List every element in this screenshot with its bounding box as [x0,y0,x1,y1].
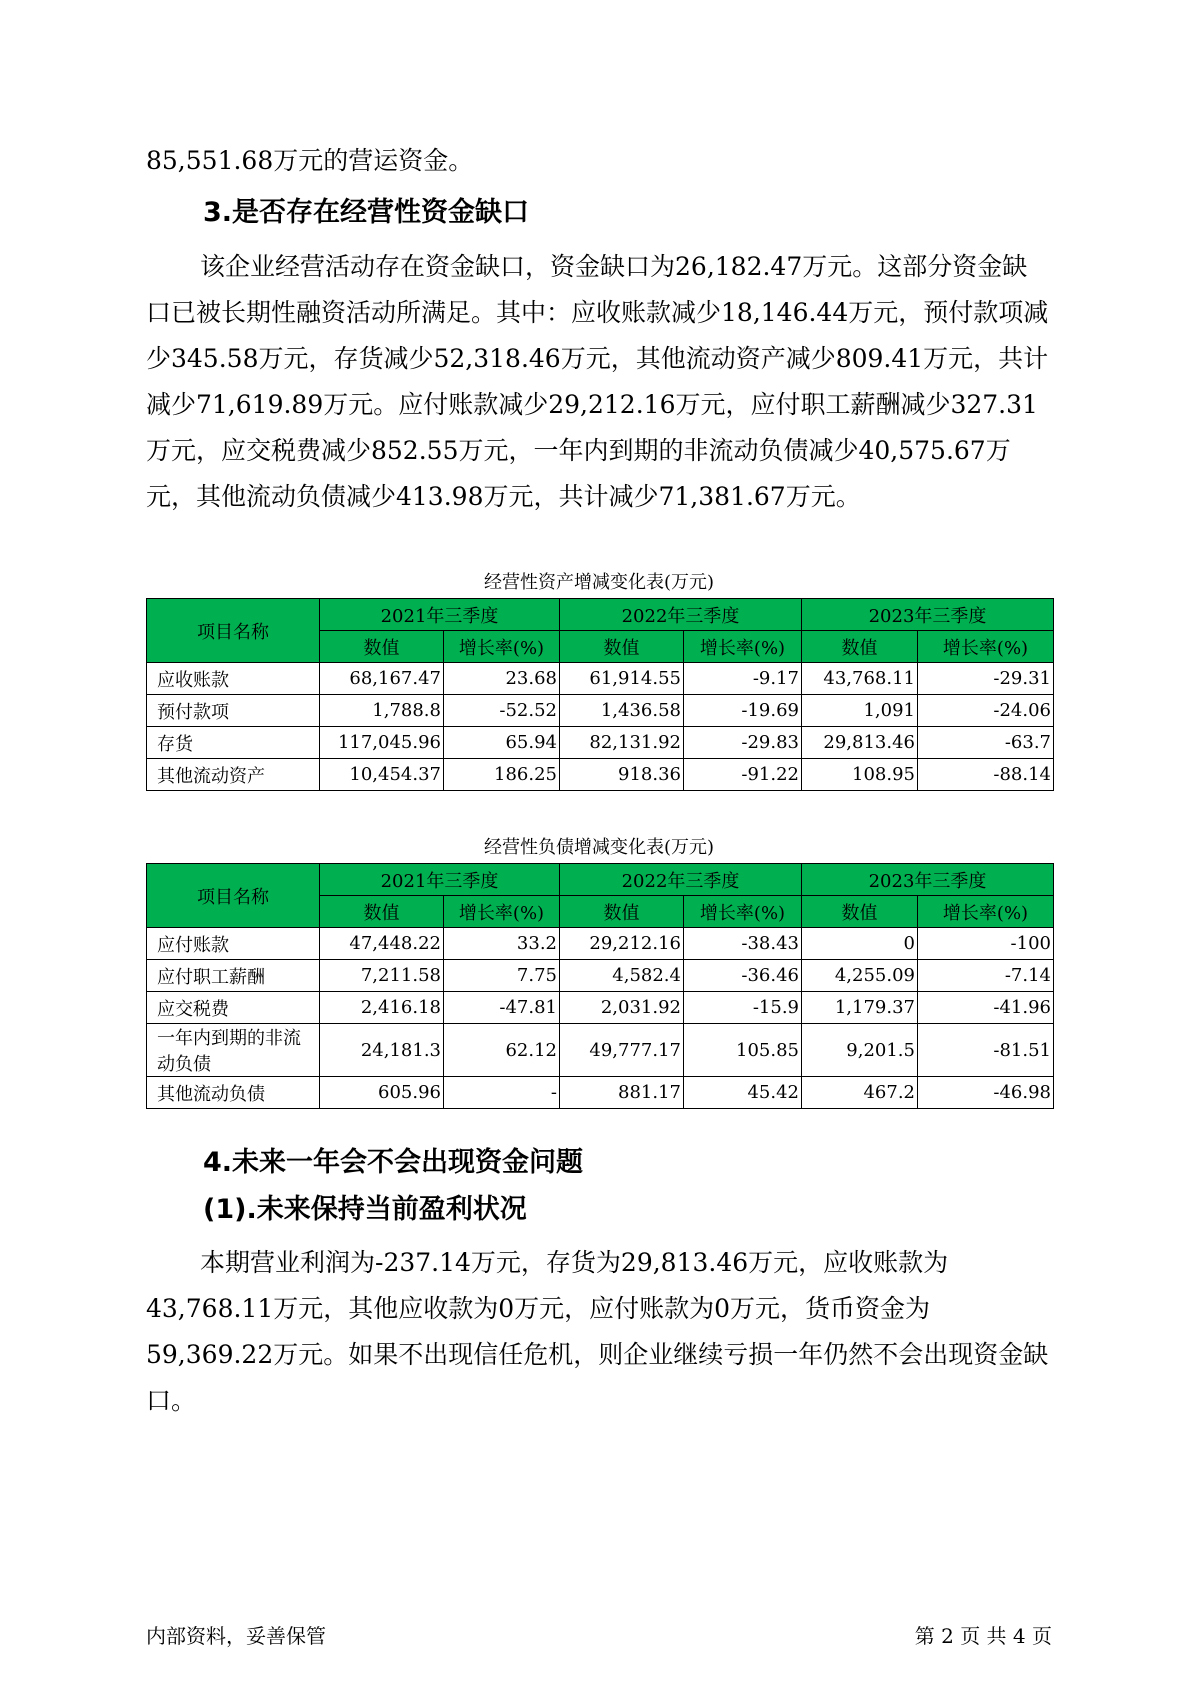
row-item-name: 应付账款 [147,928,320,960]
section-3-paragraph: 该企业经营活动存在资金缺口，资金缺口为26,182.47万元。这部分资金缺口已被长期性融资活动所满足。其中：应收账款减少18,146.44万元，预付款项减少345.58万元，存货减少52,318.46万元，其他流动资产减少809.41万元，共计减少71,619.89万元。应付账款减少29,212.16万元，应付职工薪酬减少327.31万元，应交税费减少852.55万元，一年内到期的非流动负债减少40,575.67万元，其他流动负债减少413.98万元，共计减少71,381.67万元。 [146,252,1049,511]
value-cell: 47,448.22 [320,928,444,960]
value-cell: 1,179.37 [802,992,918,1024]
growth-rate-cell: -91.22 [684,759,802,791]
header-value: 数值 [560,896,684,928]
row-item-name: 一年内到期的非流动负债 [147,1024,320,1077]
header-period: 2023年三季度 [802,599,1054,631]
value-cell: 467.2 [802,1077,918,1109]
table-row [147,992,1054,1024]
value-cell: 61,914.55 [560,663,684,695]
growth-rate-cell: -52.52 [444,695,560,727]
growth-rate-cell: 7.75 [444,960,560,992]
value-cell: 7,211.58 [320,960,444,992]
value-cell: 4,255.09 [802,960,918,992]
value-cell: 43,768.11 [802,663,918,695]
value-cell: 605.96 [320,1077,444,1109]
value-cell: 108.95 [802,759,918,791]
header-value: 数值 [802,896,918,928]
value-cell: 24,181.3 [320,1024,444,1077]
table-row [147,663,1054,695]
growth-rate-cell: -29.83 [684,727,802,759]
table-row [147,928,1054,960]
row-item-name: 其他流动负债 [147,1077,320,1109]
table-row [147,1024,1054,1077]
growth-rate-cell: -46.98 [918,1077,1054,1109]
growth-rate-cell: -29.31 [918,663,1054,695]
header-growth-rate: 增长率(%) [444,896,560,928]
value-cell: 29,212.16 [560,928,684,960]
table-row [147,727,1054,759]
growth-rate-cell: -100 [918,928,1054,960]
intro-paragraph: 85,551.68万元的营运资金。 [146,146,474,175]
value-cell: 0 [802,928,918,960]
growth-rate-cell: -88.14 [918,759,1054,791]
growth-rate-cell: 23.68 [444,663,560,695]
header-period: 2021年三季度 [320,864,560,896]
liability-table-caption: 经营性负债增减变化表(万元) [483,837,715,858]
liability-change-table [146,863,1054,1109]
table-row [147,695,1054,727]
value-cell: 1,436.58 [560,695,684,727]
growth-rate-cell: -9.17 [684,663,802,695]
table-row [147,1077,1054,1109]
header-period: 2022年三季度 [560,599,802,631]
growth-rate-cell: -41.96 [918,992,1054,1024]
value-cell: 9,201.5 [802,1024,918,1077]
table-row [147,759,1054,791]
value-cell: 82,131.92 [560,727,684,759]
growth-rate-cell: -36.46 [684,960,802,992]
section-4-heading: 4.未来一年会不会出现资金问题 [203,1147,584,1178]
header-period: 2023年三季度 [802,864,1054,896]
value-cell: 49,777.17 [560,1024,684,1077]
growth-rate-cell: 65.94 [444,727,560,759]
section-4-subheading: (1).未来保持当前盈利状况 [203,1194,527,1225]
growth-rate-cell: -7.14 [918,960,1054,992]
row-item-name: 应付职工薪酬 [147,960,320,992]
value-cell: 68,167.47 [320,663,444,695]
header-value: 数值 [320,896,444,928]
header-period: 2021年三季度 [320,599,560,631]
growth-rate-cell: 62.12 [444,1024,560,1077]
value-cell: 1,788.8 [320,695,444,727]
growth-rate-cell: -63.7 [918,727,1054,759]
value-cell: 10,454.37 [320,759,444,791]
growth-rate-cell: 186.25 [444,759,560,791]
row-item-name: 其他流动资产 [147,759,320,791]
value-cell: 29,813.46 [802,727,918,759]
section-3-heading: 3.是否存在经营性资金缺口 [203,197,530,228]
asset-change-table [146,598,1054,791]
table-row [147,960,1054,992]
row-item-name: 预付款项 [147,695,320,727]
value-cell: 2,416.18 [320,992,444,1024]
asset-table-caption: 经营性资产增减变化表(万元) [483,572,715,593]
growth-rate-cell: 33.2 [444,928,560,960]
growth-rate-cell: -24.06 [918,695,1054,727]
growth-rate-cell: - [444,1077,560,1109]
growth-rate-cell: 45.42 [684,1077,802,1109]
header-value: 数值 [320,631,444,663]
row-item-name: 应交税费 [147,992,320,1024]
growth-rate-cell: 105.85 [684,1024,802,1077]
value-cell: 881.17 [560,1077,684,1109]
value-cell: 117,045.96 [320,727,444,759]
row-item-name: 存货 [147,727,320,759]
growth-rate-cell: -15.9 [684,992,802,1024]
value-cell: 4,582.4 [560,960,684,992]
header-value: 数值 [560,631,684,663]
header-growth-rate: 增长率(%) [918,631,1054,663]
header-item-name: 项目名称 [147,864,320,928]
growth-rate-cell: -47.81 [444,992,560,1024]
header-growth-rate: 增长率(%) [918,896,1054,928]
value-cell: 918.36 [560,759,684,791]
section-4-paragraph: 本期营业利润为-237.14万元，存货为29,813.46万元，应收账款为43,768.11万元，其他应收款为0万元，应付账款为0万元，货币资金为59,369.22万元。如果不出现信任危机，则企业继续亏损一年仍然不会出现资金缺口。 [146,1248,1049,1415]
row-item-name: 应收账款 [147,663,320,695]
header-growth-rate: 增长率(%) [684,631,802,663]
growth-rate-cell: -38.43 [684,928,802,960]
footer-confidential-note: 内部资料，妥善保管 [146,1624,326,1648]
footer-page-number: 第 2 页 共 4 页 [914,1624,1052,1648]
value-cell: 2,031.92 [560,992,684,1024]
header-item-name: 项目名称 [147,599,320,663]
header-value: 数值 [802,631,918,663]
header-growth-rate: 增长率(%) [444,631,560,663]
header-period: 2022年三季度 [560,864,802,896]
value-cell: 1,091 [802,695,918,727]
header-growth-rate: 增长率(%) [684,896,802,928]
growth-rate-cell: -19.69 [684,695,802,727]
growth-rate-cell: -81.51 [918,1024,1054,1077]
